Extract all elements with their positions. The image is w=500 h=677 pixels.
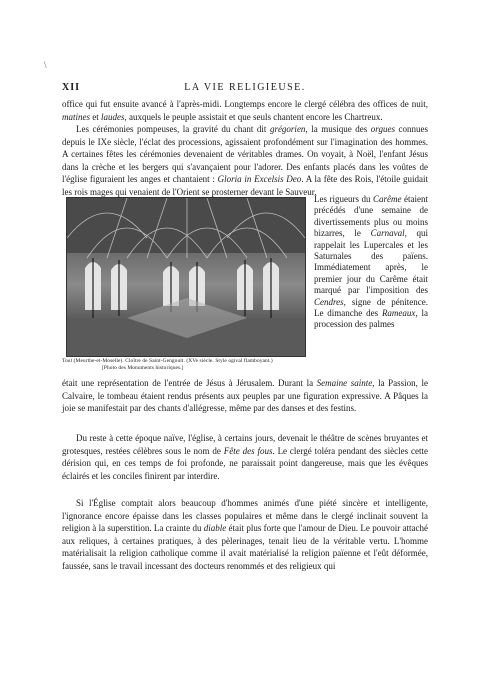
page-header <box>62 82 428 96</box>
paragraph-1: office qui fut ensuite avancé à l'après-midi. Longtemps encore le clergé célébra des offices de nuit, matines et laudes, auxquels le peuple assistait et que seuls chantent encore les Chartreux. <box>62 99 428 122</box>
figure-caption <box>62 358 311 372</box>
emphasis: Cendres <box>314 296 344 307</box>
paragraph-4: Du reste à cette époque naïve, l'église, à certains jours, devenait le théâtre de scènes bruyantes et grotesques, restées célèbres sous le nom de Fête des fous. Le clergé toléra pendant des siècles cette dérision qui, en ces temps de foi profonde, ne paraissait point dangereuse, mais que les évêques éclairés et les conciles finirent par interdire. <box>62 433 428 481</box>
figure <box>62 197 309 377</box>
emphasis: Carême <box>373 194 402 204</box>
caption-line: Toul (Meurthe-et-Moselle). Cloître de Saint-Gengoult. (XVe siècle. Style ogival flamboyant.) <box>62 358 273 364</box>
cloister-illustration <box>67 198 305 356</box>
emphasis: orgues <box>370 124 395 134</box>
emphasis: laudes <box>101 111 125 122</box>
side-column-text: Les rigueurs du Carême étaient précédés d'une semaine de divertissements plus ou moins bizarres, le Carnaval, qui rappelait les Lupercales et les Saturnales des païens. Immédiatement après, le premier jour du Carême était marqué par l'imposition des Cendres, signe de pénitence. Le dimanche des Rameaux, la procession des palmes <box>314 194 428 330</box>
emphasis: Carnaval <box>370 228 405 239</box>
emphasis: Rameaux <box>381 308 416 319</box>
corner-mark: \ <box>44 60 47 70</box>
emphasis: Semaine sainte <box>316 378 373 388</box>
figure-row <box>62 194 428 374</box>
page-number: XII <box>62 82 81 93</box>
paragraph-5: Si l'Église comptait alors beaucoup d'hommes animés d'une piété sincère et intelligente, l'ignorance encore épaisse dans les classes populaires et même dans le clergé inclinait souvent la religion à la superstition. La crainte du diable était plus forte que l'amour de Dieu. Le pouvoir attaché aux reliques, à certaines pratiques, à des pèlerinages, tenait lieu de la véritable vertu. L'homme matérialisait la religion catholique comme il avait matérialisé la religion païenne et l'eût déformée, faussée, sans le travail incessant des docteurs renommés et des religieux qui <box>62 498 428 571</box>
emphasis: grégorien <box>269 124 306 134</box>
emphasis: Fête des fous <box>223 445 273 456</box>
running-title: LA VIE RELIGIEUSE. <box>184 82 306 93</box>
emphasis: diable <box>203 523 227 534</box>
paragraph-2: Les cérémonies pompeuses, la gravité du chant dit grégorien, la musique des orgues connues depuis le IXe siècle, l'éclat des processions, agissaient profondément sur l'imagination des hommes. A certaines fêtes les cérémonies devenaient de véritables drames. On voyait, à Noël, l'enfant Jésus dans la crèche et les bergers qui s'avançaient pour l'adorer. Des enfants placés dans les voûtes de l'église figuraient les anges et chantaient : Gloria in Excelsis Deo. A la fête des Rois, l'étoile guidait les rois mages qui venaient de l'Orient se prosterner devant le Sauveur. <box>62 124 428 197</box>
cloister-photo <box>66 197 306 357</box>
caption-credit: [Photo des Monuments historiques.] <box>102 365 184 371</box>
emphasis: Gloria in Excelsis Deo <box>217 174 302 185</box>
emphasis: matines <box>62 111 90 122</box>
paragraph-3-continued: était une représentation de l'entrée de Jésus à Jérusalem. Durant la Semaine sainte, la Passion, le Calvaire, le tombeau étaient rendus présents aux peuples par une figuration expressive. A Pâques la joie se manifestait par des chants d'allégresse, même par des danses et des festins. <box>62 378 428 414</box>
